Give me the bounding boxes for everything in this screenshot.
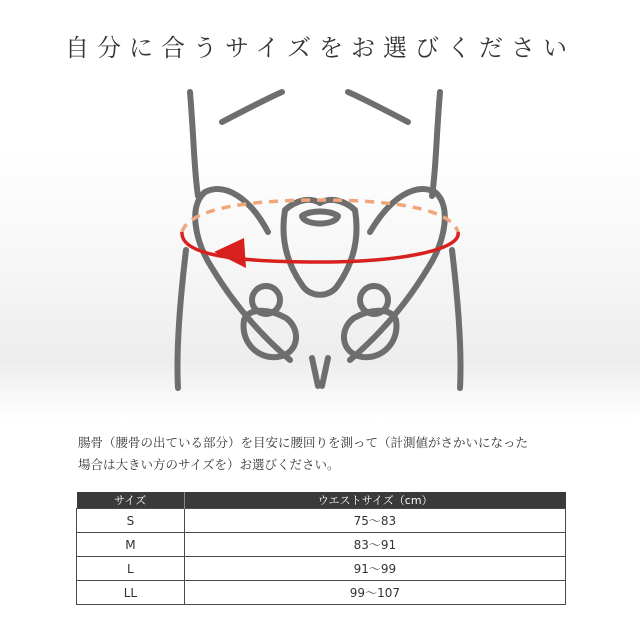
size-table (76, 492, 566, 605)
size-cell: L (77, 557, 185, 581)
description-line-1: 腸骨（腰骨の出ている部分）を目安に腰回りを測って（計測値がさかいになった (78, 435, 529, 450)
pelvis-measurement-diagram (0, 80, 640, 400)
table-row (77, 509, 566, 533)
measurement-description (78, 432, 578, 476)
size-cell: S (77, 509, 185, 533)
rib-left (222, 92, 282, 122)
waist-cell: 99〜107 (184, 581, 565, 605)
waist-cell: 75〜83 (184, 509, 565, 533)
tape-front (182, 232, 458, 262)
leg-left-outline (177, 250, 186, 388)
table-row (77, 557, 566, 581)
size-cell: LL (77, 581, 185, 605)
size-cell: M (77, 533, 185, 557)
table-row (77, 581, 566, 605)
description-line-2: 場合は大きい方のサイズを）お選びください。 (78, 457, 340, 472)
waist-cell: 91〜99 (184, 557, 565, 581)
vertebra (302, 212, 338, 224)
page-title: 自分に合うサイズをお選びください (64, 34, 576, 63)
torso-right-outline (432, 92, 440, 196)
leg-right-outline (452, 250, 461, 388)
table-row (77, 533, 566, 557)
coccyx (312, 358, 328, 386)
header-size: サイズ (77, 492, 185, 509)
arrow-icon (214, 238, 246, 268)
header-waist: ウエストサイズ（cm） (184, 492, 565, 509)
waist-cell: 83〜91 (184, 533, 565, 557)
torso-left-outline (190, 92, 198, 196)
table-header-row (77, 492, 566, 509)
rib-right (348, 92, 408, 122)
